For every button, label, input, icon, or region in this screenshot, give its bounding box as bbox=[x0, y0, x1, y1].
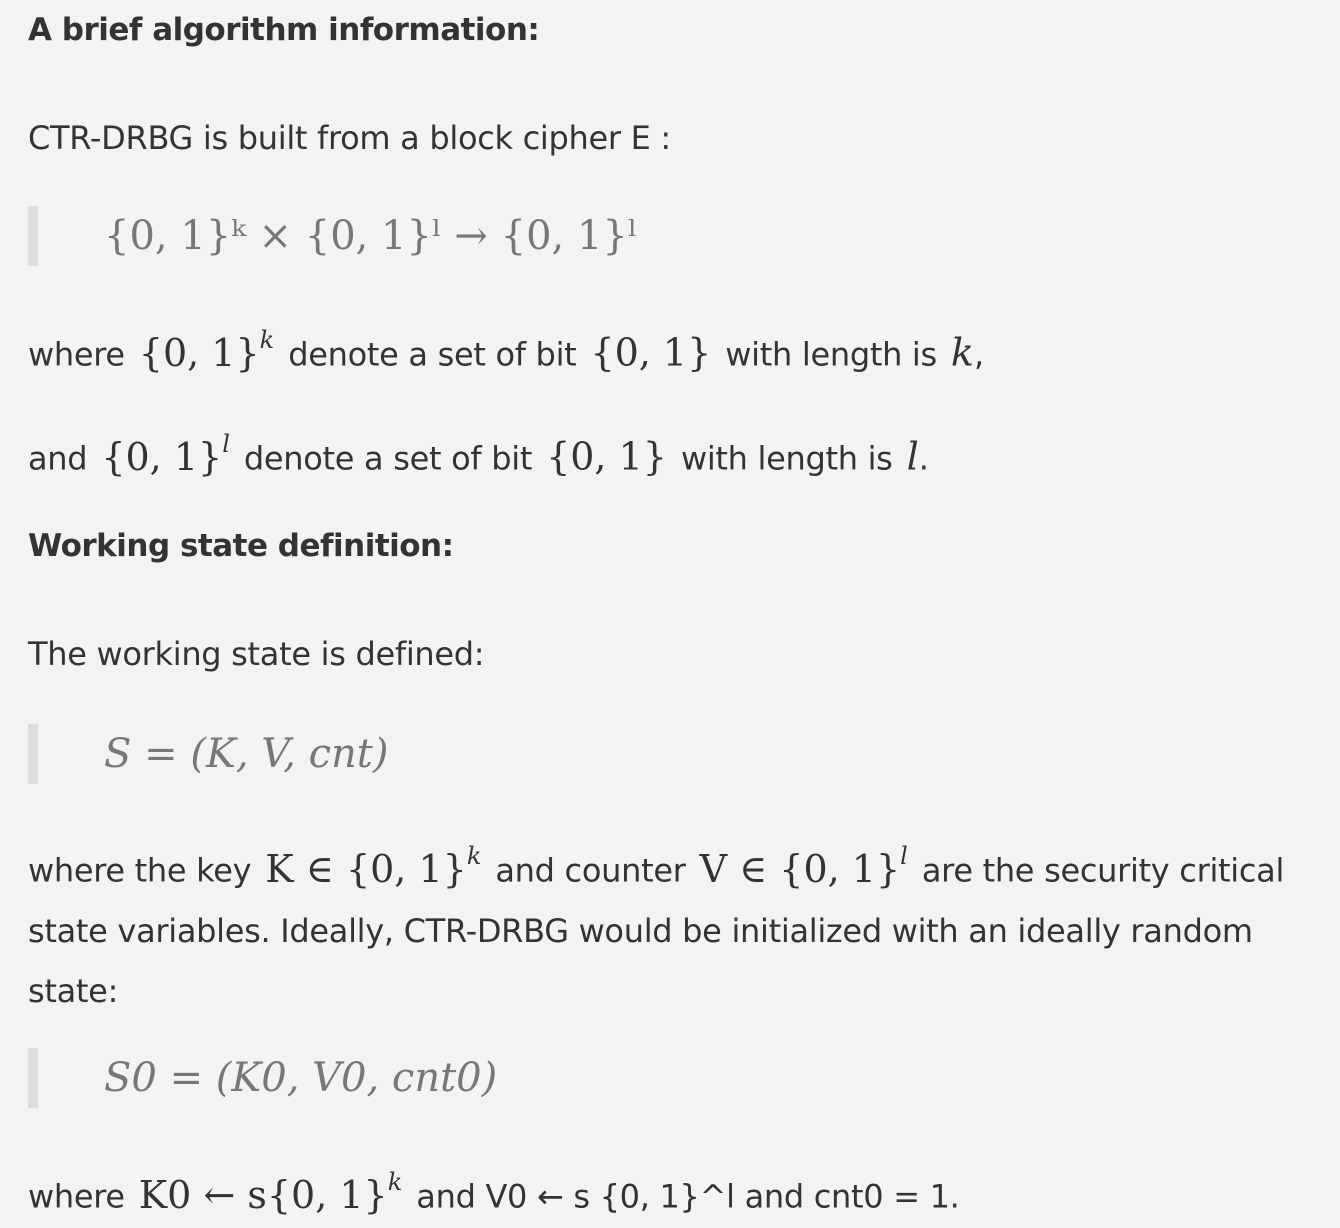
set-k-exponent: k bbox=[259, 326, 275, 354]
k0-sample-base: K0 ← s{0, 1} bbox=[138, 1172, 388, 1217]
blockquote-bar bbox=[28, 1048, 38, 1108]
length-text: with length is bbox=[725, 335, 937, 374]
where-line bbox=[28, 314, 984, 385]
algorithm-heading: A brief algorithm information: bbox=[28, 12, 540, 48]
counter-set-math bbox=[699, 842, 908, 891]
state-formula: S = (K, V, cnt) bbox=[104, 731, 389, 777]
k0-sample-exponent: k bbox=[387, 1168, 403, 1196]
set-k-math bbox=[138, 326, 275, 375]
counter-set-base: V ∈ {0, 1} bbox=[699, 846, 901, 891]
v0-cnt-text: and V0 ← s {0, 1}^l and cnt0 = 1. bbox=[416, 1177, 960, 1216]
final-line bbox=[28, 1156, 960, 1227]
final-where-word: where bbox=[28, 1177, 125, 1216]
k0-sample-math bbox=[138, 1168, 403, 1217]
bit-set-math-2: {0, 1} bbox=[546, 434, 667, 479]
init-formula: S0 = (K0, V0, cnt0) bbox=[104, 1055, 498, 1101]
key-set-exponent: k bbox=[466, 842, 482, 870]
blockquote-bar bbox=[28, 206, 38, 266]
and-line bbox=[28, 418, 929, 489]
key-intro-text: where the key bbox=[28, 851, 252, 890]
denote-text-2: denote a set of bit bbox=[243, 439, 533, 478]
state-variables-text: are the security critical state variables. Ideally, CTR-DRBG would be initialized with an ideally random state: bbox=[28, 851, 1285, 1010]
bit-set-math: {0, 1} bbox=[590, 330, 712, 375]
denote-text: denote a set of bit bbox=[288, 335, 577, 374]
set-l-exponent: l bbox=[222, 430, 230, 458]
state-intro-text: The working state is defined: bbox=[28, 635, 485, 673]
cipher-intro-text: CTR-DRBG is built from a block cipher E : bbox=[28, 119, 671, 157]
where-word: where bbox=[28, 335, 125, 374]
key-set-math bbox=[265, 842, 482, 891]
set-l-base: {0, 1} bbox=[101, 434, 223, 479]
length-text-2: with length is bbox=[680, 439, 893, 478]
comma-text: , bbox=[973, 335, 984, 374]
l-symbol: l bbox=[906, 434, 919, 479]
period-text: . bbox=[918, 439, 929, 478]
cipher-formula: {0, 1}ᵏ × {0, 1}ˡ → {0, 1}ˡ bbox=[104, 213, 638, 259]
key-paragraph bbox=[28, 830, 1308, 1021]
and-word: and bbox=[28, 439, 88, 478]
set-k-base: {0, 1} bbox=[138, 330, 260, 375]
working-state-heading: Working state definition: bbox=[28, 528, 454, 564]
counter-set-exponent: l bbox=[900, 842, 908, 870]
blockquote-bar bbox=[28, 724, 38, 784]
set-l-math bbox=[101, 430, 230, 479]
key-set-base: K ∈ {0, 1} bbox=[265, 846, 467, 891]
k-symbol: k bbox=[950, 330, 974, 375]
counter-text: and counter bbox=[495, 851, 686, 890]
